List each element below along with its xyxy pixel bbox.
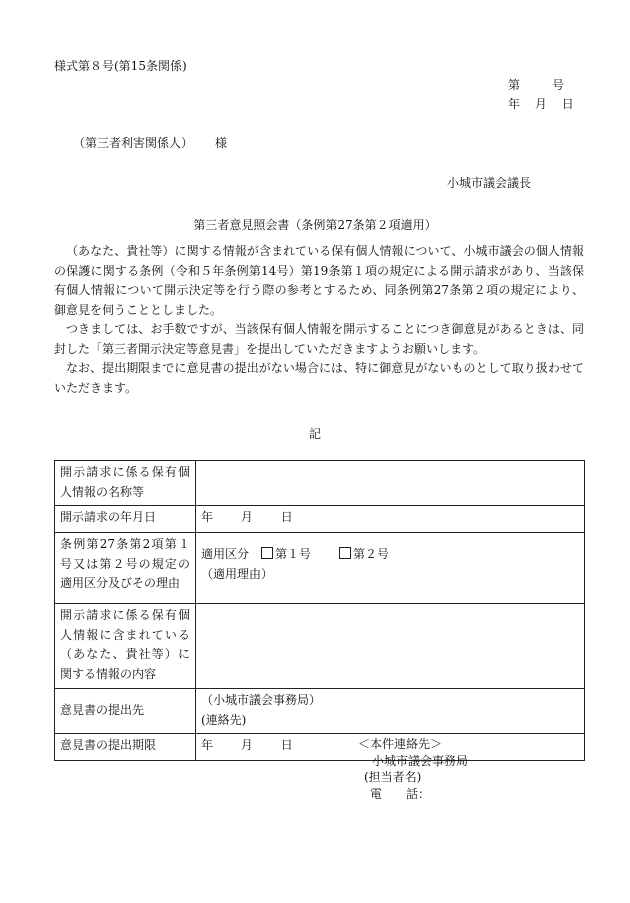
contact-office: 小城市議会事務局 <box>372 753 469 768</box>
date-day: 日 <box>561 97 574 111</box>
date-year: 年 <box>201 510 214 524</box>
row-label-deadline: 意見書の提出期限 <box>55 734 196 761</box>
row-label-content: 開示請求に係る保有個人情報に含まれている（あなた、貴社等）に関する情報の内容 <box>55 604 196 689</box>
contact-block <box>358 736 468 802</box>
table-row <box>55 461 585 506</box>
row-label-info-name: 開示請求に係る保有個人情報の名称等 <box>55 461 196 506</box>
date-day: 日 <box>280 738 293 752</box>
row-value-request-date <box>196 506 585 533</box>
contact-phone: 電 話： <box>370 786 431 801</box>
document-title: 第三者意見照会書（条例第27条第２項適用） <box>193 218 437 232</box>
row-value-article <box>196 533 585 604</box>
option2-label: 第２号 <box>353 547 390 561</box>
body-paragraph-1: （あなた、貴社等）に関する情報が含まれている保有個人情報について、小城市議会の個人情報の保護に関する条例（令和５年条例第14号）第19条第１項の規定による開示請求があり、当該保有個人情報について開示決定等を行う際の参考とするため、同条例第27条第２項の規定により、御意見を伺うこととしました。 <box>54 244 584 317</box>
addressee-honorific: 様 <box>215 136 228 150</box>
submit-office: （小城市議会事務局） <box>201 693 322 707</box>
date-month: 月 <box>240 738 253 752</box>
addressee-name: （第三者利害関係人） <box>73 136 194 150</box>
addressee <box>73 134 227 151</box>
info-table <box>54 460 585 761</box>
document-date <box>508 95 585 112</box>
date-year: 年 <box>508 97 521 111</box>
document-number-suffix: 号 <box>552 78 565 92</box>
table-row <box>55 506 585 533</box>
date-month: 月 <box>534 97 547 111</box>
table-row <box>55 734 585 761</box>
row-label-request-date: 開示請求の年月日 <box>55 506 196 533</box>
body-text <box>54 242 584 398</box>
body-paragraph-2: つきましては、お手数ですが、当該保有個人情報を開示することにつき御意見があるときは、同封した「第三者開示決定等意見書」を提出していただきますようお願いします。 <box>54 322 584 356</box>
ki-heading: 記 <box>308 427 321 441</box>
body-paragraph-3: なお、提出期限までに意見書の提出がない場合には、特に御意見がないものとして取り扱わせていただきます。 <box>54 361 584 395</box>
contact-person: (担当者名) <box>364 770 422 784</box>
row-value-content <box>196 604 585 689</box>
document-number <box>508 76 564 93</box>
table-row <box>55 689 585 734</box>
contact-heading: ＜本件連絡先＞ <box>358 737 443 751</box>
checkbox-option2 <box>339 547 351 559</box>
sender: 小城市議会議長 <box>447 176 532 190</box>
table-row <box>55 533 585 604</box>
kubun-line <box>201 545 579 565</box>
date-year: 年 <box>201 738 214 752</box>
table-row <box>55 604 585 689</box>
submit-contact: (連絡先) <box>201 712 247 727</box>
checkbox-option1 <box>261 547 273 559</box>
option1-label: 第１号 <box>275 547 312 561</box>
document-number-label: 第 <box>508 78 521 92</box>
row-value-submit-to <box>196 689 585 734</box>
kubun-label: 適用区分 <box>201 547 250 561</box>
row-value-info-name <box>196 461 585 506</box>
date-month: 月 <box>240 510 253 524</box>
row-label-article: 条例第27条第2項第１号又は第２号の規定の適用区分及びその理由 <box>55 533 196 604</box>
form-number: 様式第８号(第15条関係) <box>54 59 187 73</box>
date-day: 日 <box>280 510 293 524</box>
row-label-submit-to: 意見書の提出先 <box>55 689 196 734</box>
reason-label: （適用理由） <box>201 566 274 581</box>
